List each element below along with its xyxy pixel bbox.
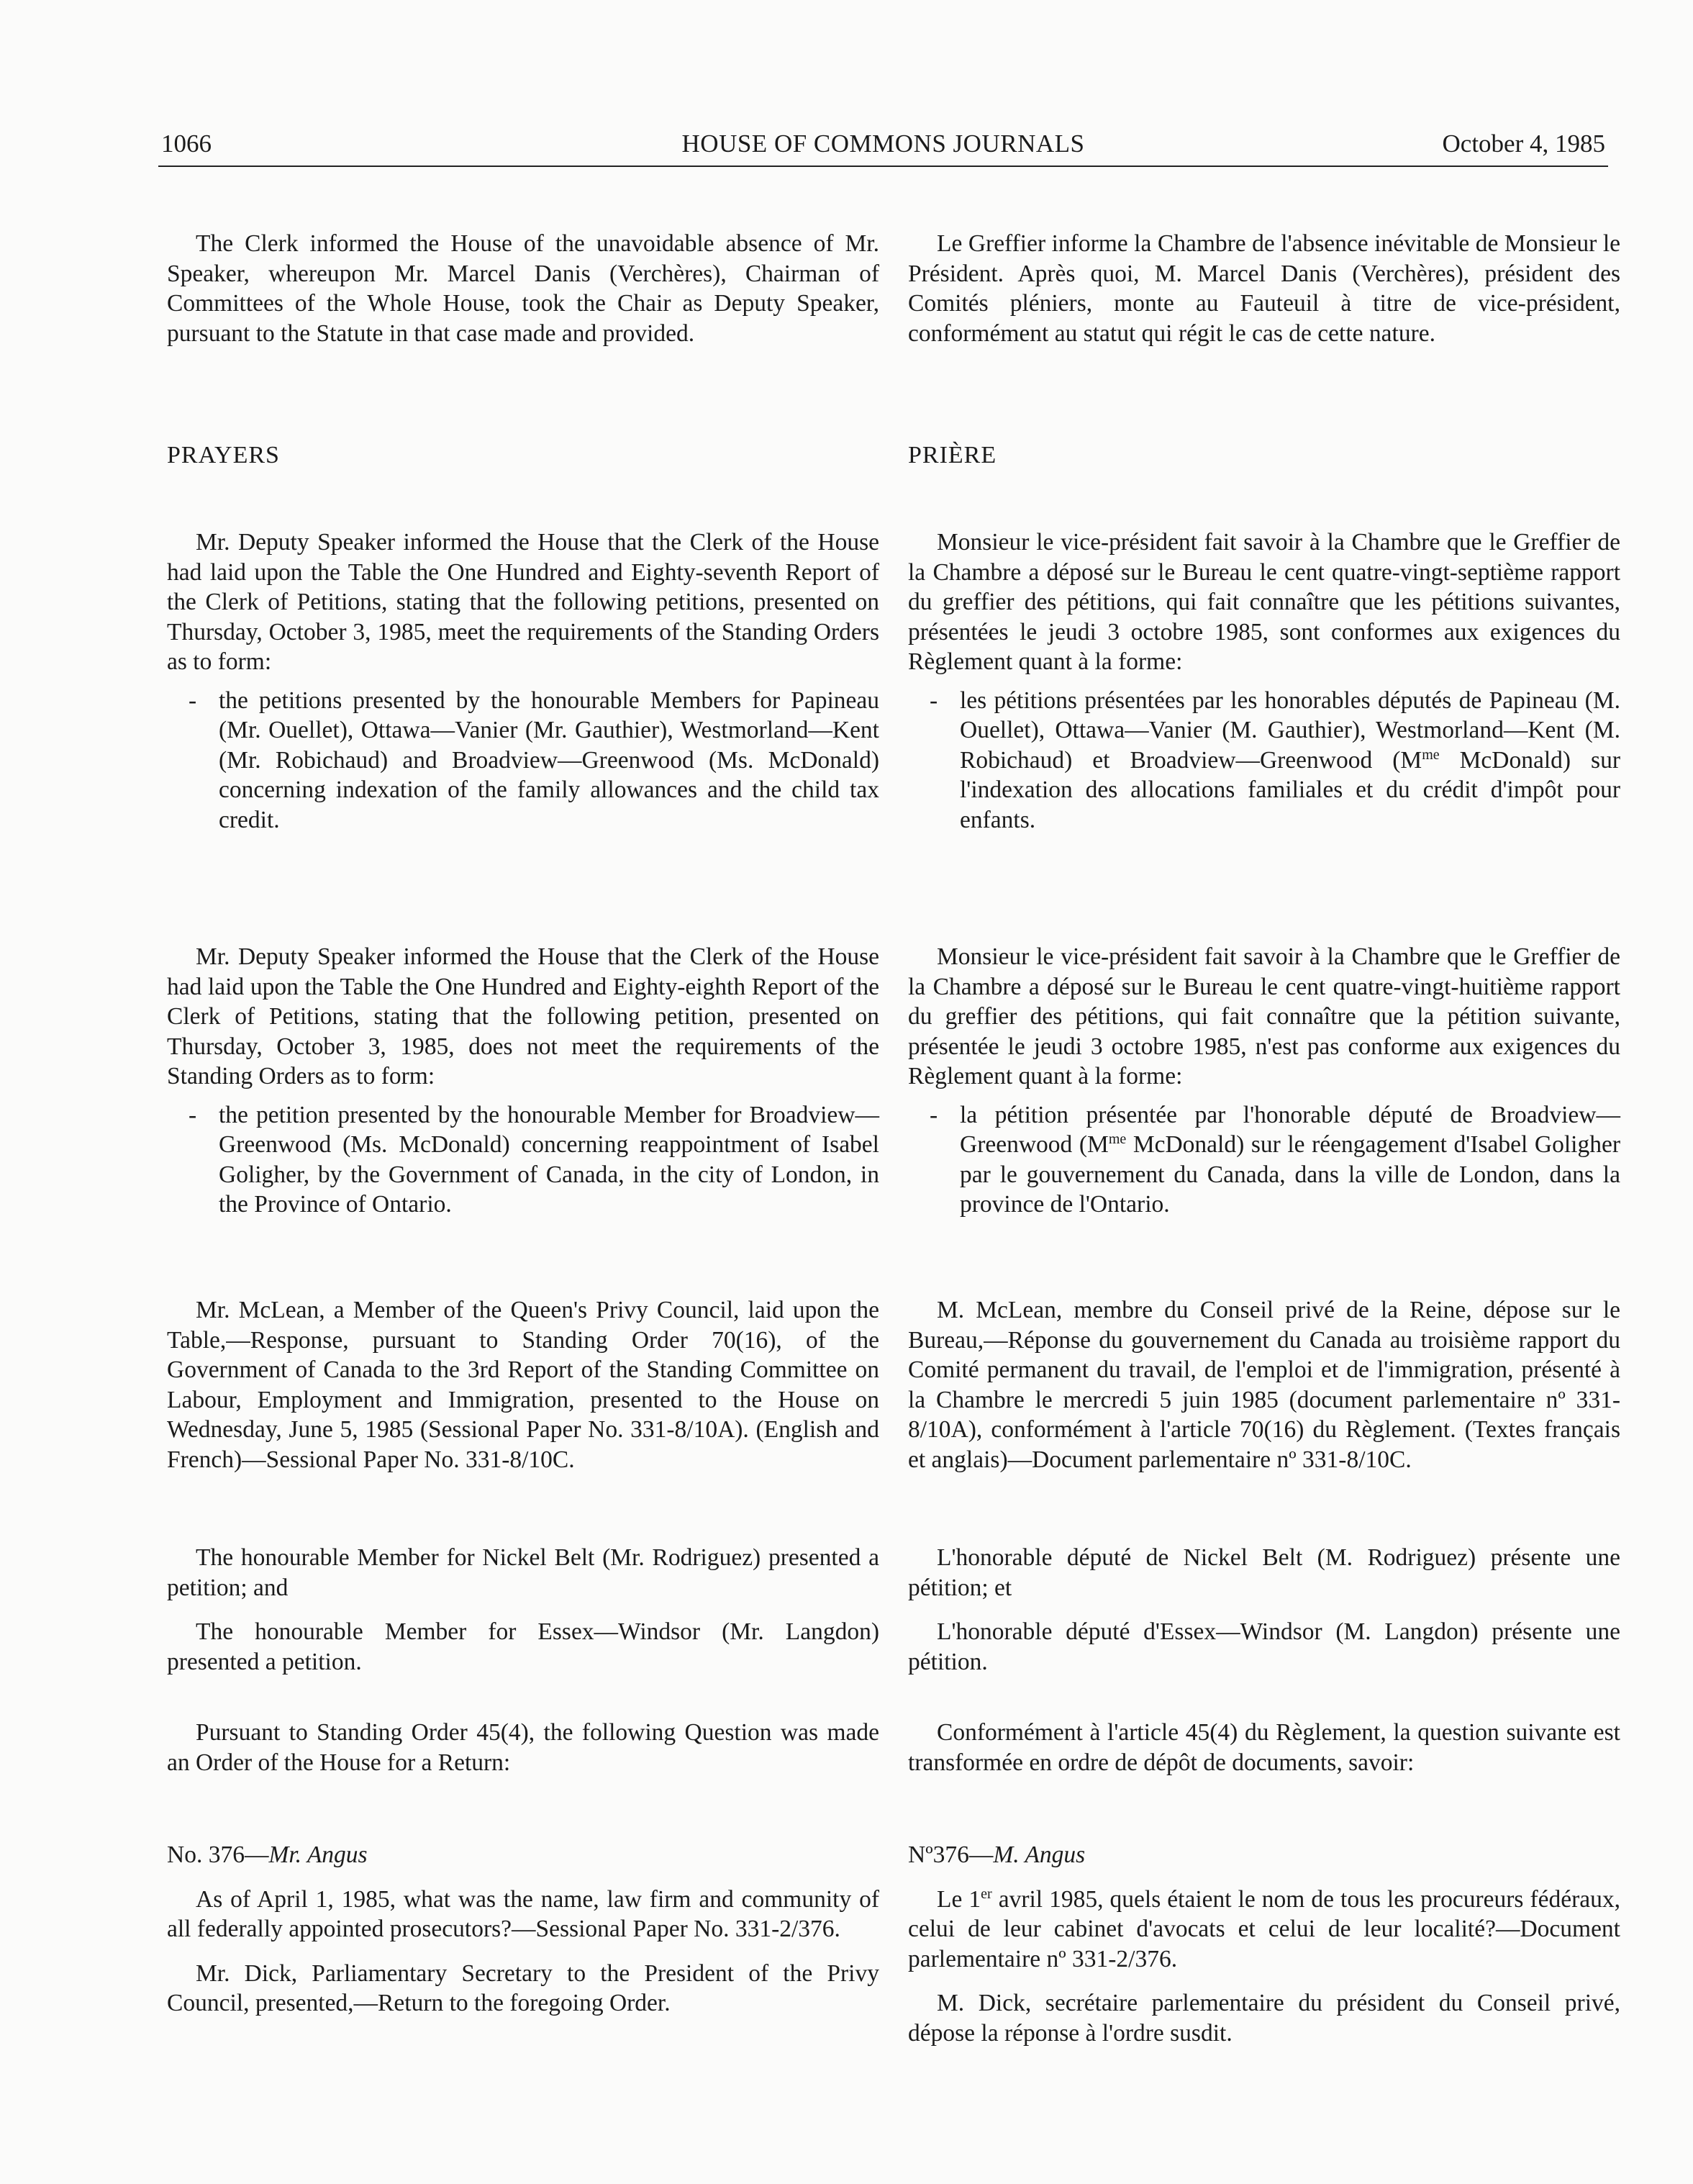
page-header — [158, 122, 1608, 167]
nickel-belt-paragraph: The honourable Member for Nickel Belt (Mr. Rodriguez) presented a petition; and — [167, 1544, 879, 1601]
page-number: 1066 — [161, 130, 212, 158]
petitions-presented-en — [167, 1543, 879, 1677]
report-187-item: - les pétitions présentées par les honorables députés de Papineau (M. Ouellet), Ottawa—Vanier (M. Gauthier), Westmorland—Kent (M. Robichaud) et Broadview—Greenwood ($M^{me}$ McDonald) sur l'indexation des allocations familiales et du crédit d'impôt pour enfants. — [930, 687, 1620, 833]
question-376-en — [167, 1840, 879, 2018]
essex-windsor-paragraph: L'honorable député d'Essex—Windsor (M. Langdon) présente une pétition. — [908, 1618, 1620, 1675]
return-paragraph: Mr. Dick, Parliamentary Secretary to the President of the Privy Council, presented,—Return to the foregoing Order. — [167, 1959, 879, 2016]
report-187-item: - the petitions presented by the honourable Members for Papineau (Mr. Ouellet), Ottawa—Vanier (Mr. Gauthier), Westmorland—Kent (Mr. Robichaud) and Broadview—Greenwood (Ms. McDonald) concerning indexation of the family allowances and the child tax credit. — [189, 687, 879, 833]
question-number: No. 376—Mr. Angus — [167, 1841, 368, 1868]
prayers-heading-en: PRAYERS — [167, 442, 280, 468]
report-188-item: - la pétition présentée par l'honorable député de Broadview—Greenwood ($M^{me}$ McDonald) sur le réengagement d'Isabel Goligher par le gouvernement du Canada, dans la ville de London, dans la province de l'Ontario. — [930, 1101, 1620, 1218]
question-number: Nº376—M. Angus — [908, 1841, 1086, 1868]
report-187-fr — [908, 527, 1620, 835]
prayers-heading-fr: PRIÈRE — [908, 442, 997, 468]
report-188-item: - the petition presented by the honourable Member for Broadview—Greenwood (Ms. McDonald) concerning reappointment of Isabel Goligher, by the Government of Canada, in the city of London, in the Province of Ontario. — [189, 1101, 879, 1218]
nickel-belt-paragraph: L'honorable député de Nickel Belt (M. Rodriguez) présente une pétition; et — [908, 1544, 1620, 1601]
journal-title: HOUSE OF COMMONS JOURNALS — [681, 130, 1085, 158]
question-text: As of April 1, 1985, what was the name, law firm and community of all federally appointed prosecutors?—Sessional Paper No. 331-2/376. — [167, 1885, 879, 1942]
report-188-paragraph: Monsieur le vice-président fait savoir à la Chambre que le Greffier de la Chambre a déposé sur le Bureau le cent quatre-vingt-huitième rapport du greffier des pétitions, qui fait connaître que la pétition suivante, présentée le jeudi 3 octobre 1985, n'est pas conforme aux exigences du Règlement quant à la forme: — [908, 943, 1620, 1089]
pursuant-paragraph-fr: Conformément à l'article 45(4) du Règlement, la question suivante est transformée en ordre de dépôt de documents, savoir: — [908, 1719, 1620, 1776]
report-188-fr — [908, 942, 1620, 1220]
clerk-paragraph-fr: Le Greffier informe la Chambre de l'absence inévitable de Monsieur le Président. Après quoi, M. Marcel Danis (Verchères), président des Comités pléniers, monte au Fauteuil à titre de vice-président, conformément au statut qui régit le cas de cette nature. — [908, 230, 1620, 347]
essex-windsor-paragraph: The honourable Member for Essex—Windsor (Mr. Langdon) presented a petition. — [167, 1618, 879, 1675]
pursuant-paragraph-en: Pursuant to Standing Order 45(4), the following Question was made an Order of the House for a Return: — [167, 1719, 879, 1776]
journal-date: October 4, 1985 — [1442, 130, 1605, 158]
mclean-paragraph-fr: M. McLean, membre du Conseil privé de la Reine, dépose sur le Bureau,—Réponse du gouvernement du Canada au troisième rapport du Comité permanent du travail, de l'emploi et de l'immigration, présenté à la Chambre le mercredi 5 juin 1985 (document parlementaire nº 331-8/10A), conformément à l'article 70(16) du Règlement. (Textes français et anglais)—Document parlementaire nº 331-8/10C. — [908, 1297, 1620, 1473]
mclean-paragraph-en: Mr. McLean, a Member of the Queen's Privy Council, laid upon the Table,—Response, pursuant to Standing Order 70(16), of the Government of Canada to the 3rd Report of the Standing Committee on Labour, Employment and Immigration, presented to the House on Wednesday, June 5, 1985 (Sessional Paper No. 331-8/10A). (English and French)—Sessional Paper No. 331-8/10C. — [167, 1297, 879, 1473]
petitions-presented-fr — [908, 1543, 1620, 1677]
report-187-paragraph: Monsieur le vice-président fait savoir à la Chambre que le Greffier de la Chambre a déposé sur le Bureau le cent quatre-vingt-septième rapport du greffier des pétitions, qui fait connaître que les pétitions suivantes, présentées le jeudi 3 octobre 1985, sont conformes aux exigences du Règlement quant à la forme: — [908, 529, 1620, 675]
report-188-paragraph: Mr. Deputy Speaker informed the House that the Clerk of the House had laid upon the Table the One Hundred and Eighty-eighth Report of the Clerk of Petitions, stating that the following petition, presented on Thursday, October 3, 1985, does not meet the requirements of the Standing Orders as to form: — [167, 943, 879, 1089]
report-187-paragraph: Mr. Deputy Speaker informed the House that the Clerk of the House had laid upon the Table the One Hundred and Eighty-seventh Report of the Clerk of Petitions, stating that the following petitions, presented on Thursday, October 3, 1985, meet the requirements of the Standing Orders as to form: — [167, 529, 879, 675]
question-text: Le 1er avril 1985, quels étaient le nom de tous les procureurs fédéraux, celui de leur cabinet d'avocats et celui de leur localité?—Document parlementaire nº 331-2/376. — [908, 1885, 1620, 1972]
report-188-en — [167, 942, 879, 1220]
return-paragraph: M. Dick, secrétaire parlementaire du président du Conseil privé, dépose la réponse à l'ordre susdit. — [908, 1990, 1620, 2047]
clerk-paragraph-en: The Clerk informed the House of the unavoidable absence of Mr. Speaker, whereupon Mr. Marcel Danis (Verchères), Chairman of Committees of the Whole House, took the Chair as Deputy Speaker, pursuant to the Statute in that case made and provided. — [167, 230, 879, 347]
report-187-en — [167, 527, 879, 835]
question-376-fr — [908, 1840, 1620, 2048]
